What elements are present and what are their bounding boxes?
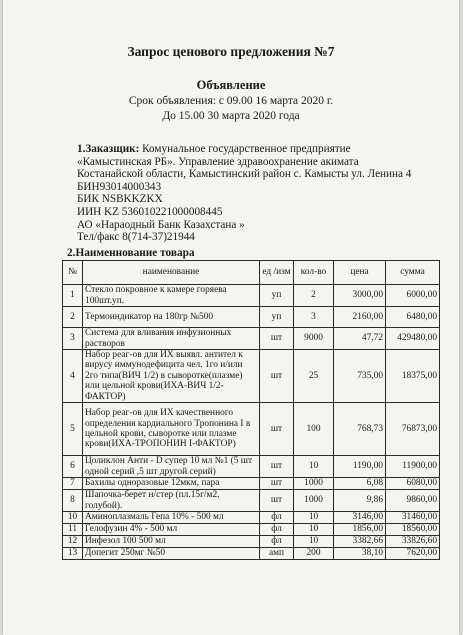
cell-name: Инфезол 100 500 мл — [83, 536, 260, 548]
cell-sum: 6480,00 — [386, 307, 440, 328]
cell-price: 6,08 — [334, 478, 386, 490]
table-row — [63, 524, 440, 536]
cell-price: 768,73 — [334, 403, 386, 456]
cell-sum: 33826,60 — [386, 536, 440, 548]
cell-price: 1190,00 — [334, 456, 386, 478]
cell-qty: 10 — [294, 456, 334, 478]
goods-table — [62, 260, 440, 560]
document-subtitle: Объявление — [196, 78, 266, 92]
cell-unit: шт — [260, 328, 294, 350]
cell-num: 6 — [63, 456, 83, 478]
cell-price: 2160,00 — [334, 307, 386, 328]
cell-sum: 7620,00 — [386, 548, 440, 560]
section-goods-title: 2.Наименнование товара — [67, 247, 195, 259]
cell-qty: 10 — [294, 512, 334, 524]
cell-name: Шапочка-берет н/стер (пл.15г/м2, голубой). — [83, 490, 260, 512]
cell-sum: 18375,00 — [386, 350, 440, 403]
cell-qty: 25 — [294, 350, 334, 403]
cell-sum: 6080,00 — [386, 478, 440, 490]
cell-qty: 10 — [294, 536, 334, 548]
cell-name: Набор реаг-ов для ИХ выявл. антител к вирусу иммунодефицита чел. 1го и/или 2го типа(ВИЧ 1/2) в сыворотке(плазме) или цельной крови(ИХА-ВИЧ 1/2-ФАКТОР) — [83, 350, 260, 403]
document-title: Запрос ценового предложения №7 — [127, 44, 335, 59]
cell-num: 4 — [63, 350, 83, 403]
cell-name: Стекло покровное к камере горяева 100шт.уп. — [83, 285, 260, 307]
deadline-start: Срок объявления: с 09.00 16 марта 2020 г. — [128, 95, 334, 107]
cell-qty: 1000 — [294, 490, 334, 512]
cell-num: 1 — [63, 285, 83, 307]
cell-price: 47,72 — [334, 328, 386, 350]
cell-num: 8 — [63, 490, 83, 512]
cell-name: Гелофузин 4% - 500 мл — [83, 524, 260, 536]
customer-block — [77, 143, 427, 244]
table-row — [63, 490, 440, 512]
table-row — [63, 403, 440, 456]
customer-iin: ИИН KZ 536010221000008445 — [77, 205, 223, 218]
cell-name: Аминоплазмаль Гепа 10% - 500 мл — [83, 512, 260, 524]
header-unit: ед /изм — [260, 261, 294, 285]
cell-qty: 3 — [294, 307, 334, 328]
cell-qty: 1000 — [294, 478, 334, 490]
table-row — [63, 536, 440, 548]
cell-num: 11 — [63, 524, 83, 536]
cell-num: 13 — [63, 548, 83, 560]
document-page — [3, 0, 459, 635]
customer-bank: АО «Нараодный Банк Казахстана » — [77, 218, 245, 231]
table-row — [63, 456, 440, 478]
cell-unit: фл — [260, 536, 294, 548]
customer-label: 1.Заказщик: — [77, 143, 140, 155]
cell-name: Термоиндикатор на 180гр №500 — [83, 307, 260, 328]
table-row — [63, 307, 440, 328]
cell-unit: уп — [260, 285, 294, 307]
cell-unit: уп — [260, 307, 294, 328]
cell-num: 3 — [63, 328, 83, 350]
customer-bin: БИН93014000343 — [77, 180, 162, 193]
cell-qty: 100 — [294, 403, 334, 456]
cell-num: 2 — [63, 307, 83, 328]
header-qty: кол-во — [294, 261, 334, 285]
cell-num: 5 — [63, 403, 83, 456]
cell-name: Цоликлон Анти - D супер 10 мл №1 (5 шт одной серий ,5 шт другой серий) — [83, 456, 260, 478]
cell-price: 9,86 — [334, 490, 386, 512]
table-header-row — [63, 261, 440, 285]
cell-price: 3000,00 — [334, 285, 386, 307]
table-row — [63, 328, 440, 350]
cell-num: 7 — [63, 478, 83, 490]
cell-sum: 31460,00 — [386, 512, 440, 524]
cell-price: 1856,00 — [334, 524, 386, 536]
deadline-end: До 15.00 30 марта 2020 года — [162, 110, 300, 122]
customer-phone: Тел/факс 8(714-37)21944 — [77, 231, 195, 244]
cell-price: 3146,00 — [334, 512, 386, 524]
cell-price: 735,00 — [334, 350, 386, 403]
cell-sum: 6000,00 — [386, 285, 440, 307]
cell-qty: 9000 — [294, 328, 334, 350]
table-row — [63, 350, 440, 403]
cell-sum: 76873,00 — [386, 403, 440, 456]
table-row — [63, 478, 440, 490]
header-num: № — [63, 261, 83, 285]
cell-unit: шт — [260, 478, 294, 490]
cell-unit: шт — [260, 403, 294, 456]
cell-qty: 10 — [294, 524, 334, 536]
cell-unit: фл — [260, 512, 294, 524]
cell-unit: амп — [260, 548, 294, 560]
cell-sum: 9860,00 — [386, 490, 440, 512]
table-row — [63, 512, 440, 524]
cell-price: 38,10 — [334, 548, 386, 560]
cell-sum: 18560,00 — [386, 524, 440, 536]
cell-sum: 429480,00 — [386, 328, 440, 350]
cell-unit: фл — [260, 524, 294, 536]
cell-price: 3382,66 — [334, 536, 386, 548]
table-row — [63, 548, 440, 560]
cell-name: Система для вливания инфузионных растворов — [83, 328, 260, 350]
cell-name: Бахилы одноразовые 12мкм, пара — [83, 478, 260, 490]
cell-num: 12 — [63, 536, 83, 548]
table-row — [63, 285, 440, 307]
cell-unit: шт — [260, 456, 294, 478]
cell-unit: шт — [260, 490, 294, 512]
cell-qty: 200 — [294, 548, 334, 560]
header-price: цена — [334, 261, 386, 285]
header-name: наименование — [83, 261, 260, 285]
customer-text: Комунальное государственное предприятие «Камыстинская РБ». Управление здравоохранение акимата Костанайской области, Камыстинский район с. Камысты ул. Ленина 4 — [77, 143, 412, 181]
cell-num: 10 — [63, 512, 83, 524]
cell-sum: 11900,00 — [386, 456, 440, 478]
cell-name: Допегит 250мг №50 — [83, 548, 260, 560]
cell-name: Набор реаг-ов для ИХ качественного определения кардиального Тропонина I в цельной крови, сыворотке или плазме крови(ИХА-ТРОПОНИН I-ФАКТОР) — [83, 403, 260, 456]
cell-qty: 2 — [294, 285, 334, 307]
cell-unit: шт — [260, 350, 294, 403]
header-sum: сумма — [386, 261, 440, 285]
customer-bik: БИК NSBKKZKX — [77, 193, 163, 206]
